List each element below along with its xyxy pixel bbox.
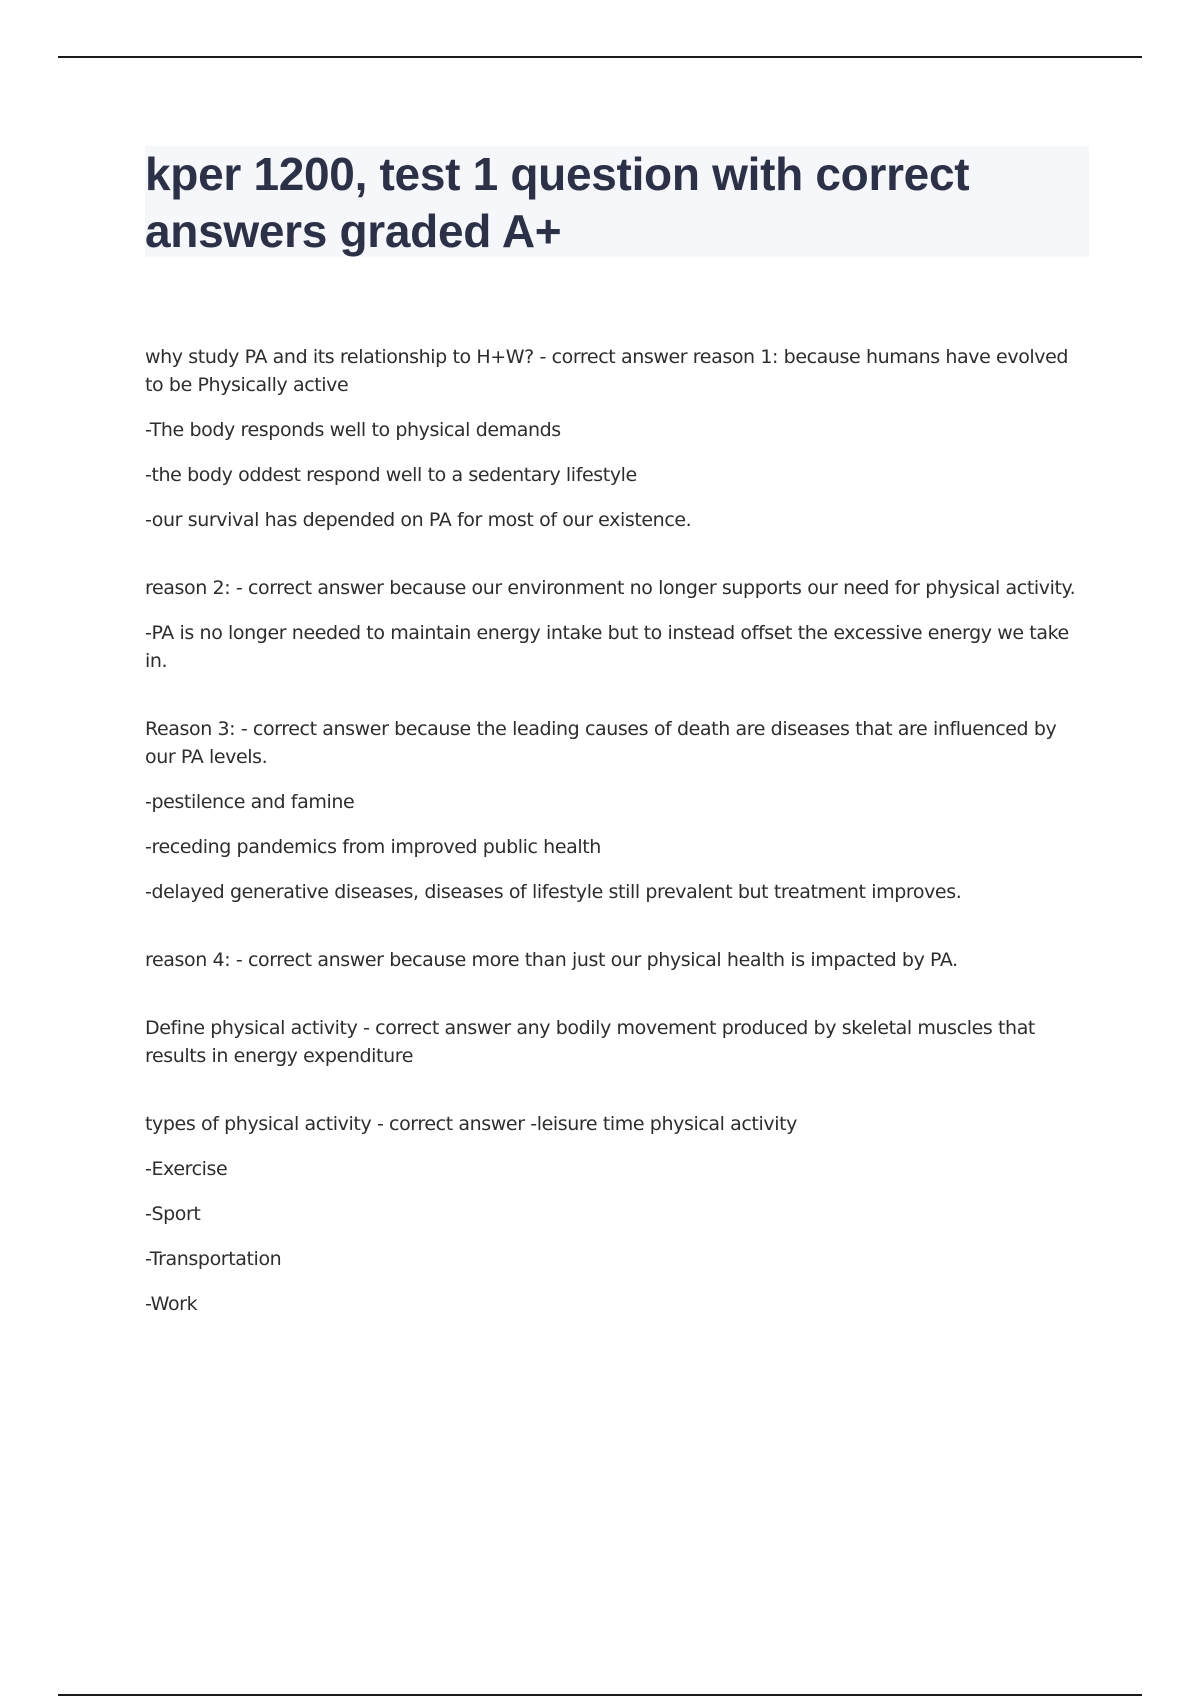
entry-line: types of physical activity - correct answer -leisure time physical activity xyxy=(145,1113,797,1135)
entry-line: Define physical activity - correct answer any bodily movement produced by skeletal muscles that results in energy expenditure xyxy=(145,1017,1035,1067)
entry-line: -our survival has depended on PA for most of our existence. xyxy=(145,509,692,531)
entry-line: -Exercise xyxy=(145,1158,228,1180)
entry-line: -Sport xyxy=(145,1203,201,1225)
entry-line: -receding pandemics from improved public health xyxy=(145,836,601,858)
qa-entry-reason-4 xyxy=(145,946,1089,974)
qa-entry-reason-3 xyxy=(145,715,1089,906)
entry-line: -Work xyxy=(145,1293,198,1315)
entry-line: -pestilence and famine xyxy=(145,791,355,813)
entry-line: why study PA and its relationship to H+W? - correct answer reason 1: because humans have evolved to be Physically active xyxy=(145,346,1069,396)
header-rule xyxy=(58,56,1142,58)
qa-entry-reason-2 xyxy=(145,574,1089,675)
title-banner xyxy=(145,146,1089,257)
footer-rule xyxy=(58,1694,1142,1696)
entry-line: reason 4: - correct answer because more than just our physical health is impacted by PA. xyxy=(145,949,958,971)
entry-line: -PA is no longer needed to maintain energy intake but to instead offset the excessive energy we take in. xyxy=(145,622,1069,672)
document-title: kper 1200, test 1 question with correct answers graded A+ xyxy=(145,148,970,257)
entry-line: -The body responds well to physical demands xyxy=(145,419,561,441)
entry-line: reason 2: - correct answer because our environment no longer supports our need for physical activity. xyxy=(145,577,1076,599)
qa-entry-reason-1 xyxy=(145,343,1089,534)
entry-line: -delayed generative diseases, diseases of lifestyle still prevalent but treatment improves. xyxy=(145,881,962,903)
document-body xyxy=(145,343,1089,1335)
entry-line: -the body oddest respond well to a sedentary lifestyle xyxy=(145,464,637,486)
entry-line: -Transportation xyxy=(145,1248,282,1270)
qa-entry-define-pa xyxy=(145,1014,1089,1070)
qa-entry-types-of-pa xyxy=(145,1110,1089,1318)
entry-line: Reason 3: - correct answer because the leading causes of death are diseases that are influenced by our PA levels. xyxy=(145,718,1057,768)
